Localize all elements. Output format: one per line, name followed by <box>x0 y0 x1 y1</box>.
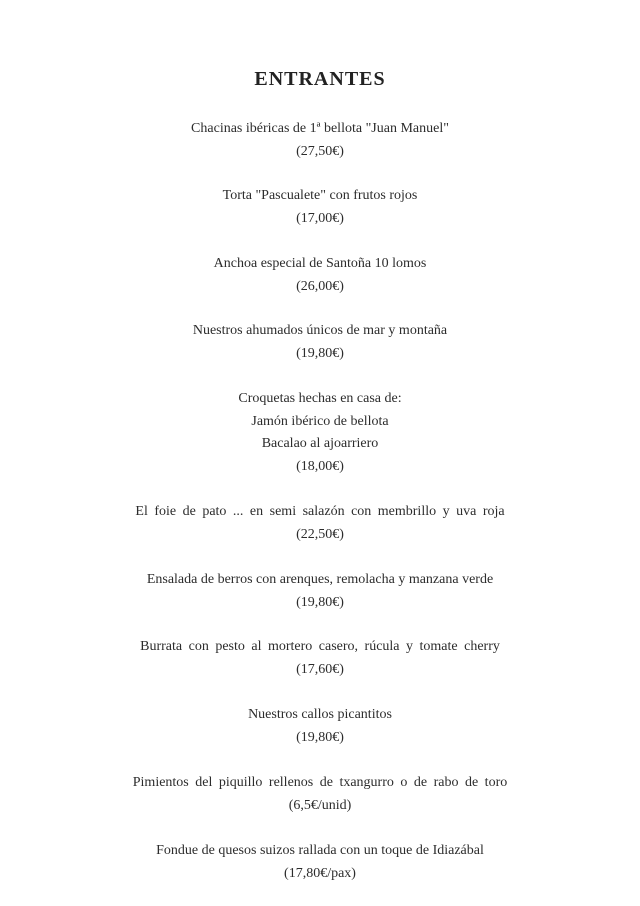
dish-name: Nuestros ahumados únicos de mar y montaña <box>192 323 448 338</box>
dish-price: (17,00€) <box>296 210 344 226</box>
dish-name: Croquetas hechas en casa de: <box>238 391 402 406</box>
menu-item-torta <box>0 185 640 230</box>
dish-name: El foie de pato ... en semi salazón con membrillo y uva roja <box>135 504 505 519</box>
menu-item-callos <box>0 704 640 749</box>
menu-item-ahumados <box>0 320 640 365</box>
dish-price: (19,80€) <box>296 345 344 361</box>
dish-name: Chacinas ibéricas de 1ª bellota "Juan Manuel" <box>191 121 449 136</box>
dish-name: Ensalada de berros con arenques, remolacha y manzana verde <box>146 572 494 587</box>
menu-item-burrata <box>0 636 640 681</box>
menu-item-croquetas <box>0 388 640 478</box>
dish-price: (27,50€) <box>296 143 344 159</box>
menu-item-fondue <box>0 840 640 885</box>
dish-name: Anchoa especial de Santoña 10 lomos <box>213 256 427 271</box>
dish-price: (18,00€) <box>296 458 344 474</box>
dish-variant: Jamón ibérico de bellota <box>251 413 389 429</box>
dish-name: Nuestros callos picantitos <box>248 707 392 722</box>
dish-variant: Bacalao al ajoarriero <box>261 436 379 452</box>
menu-item-anchoa <box>0 253 640 298</box>
dish-name: Fondue de quesos suizos rallada con un toque de Idiazábal <box>156 843 484 858</box>
dish-name: Torta "Pascualete" con frutos rojos <box>222 188 418 203</box>
dish-price: (22,50€) <box>296 526 344 542</box>
dish-price: (19,80€) <box>296 729 344 745</box>
dish-price: (17,80€/pax) <box>284 865 356 881</box>
dish-price: (6,5€/unid) <box>288 797 352 813</box>
dish-price: (17,60€) <box>296 661 344 677</box>
section-heading: ENTRANTES <box>254 68 386 90</box>
dish-name: Pimientos del piquillo rellenos de txangurro o de rabo de toro <box>132 775 508 790</box>
menu-item-foie <box>0 501 640 546</box>
menu-item-chacinas <box>0 118 640 163</box>
menu-item-ensalada <box>0 569 640 614</box>
dish-price: (26,00€) <box>296 278 344 294</box>
dish-price: (19,80€) <box>296 594 344 610</box>
menu-item-pimientos <box>0 772 640 817</box>
dish-name: Burrata con pesto al mortero casero, rúcula y tomate cherry <box>140 639 500 654</box>
